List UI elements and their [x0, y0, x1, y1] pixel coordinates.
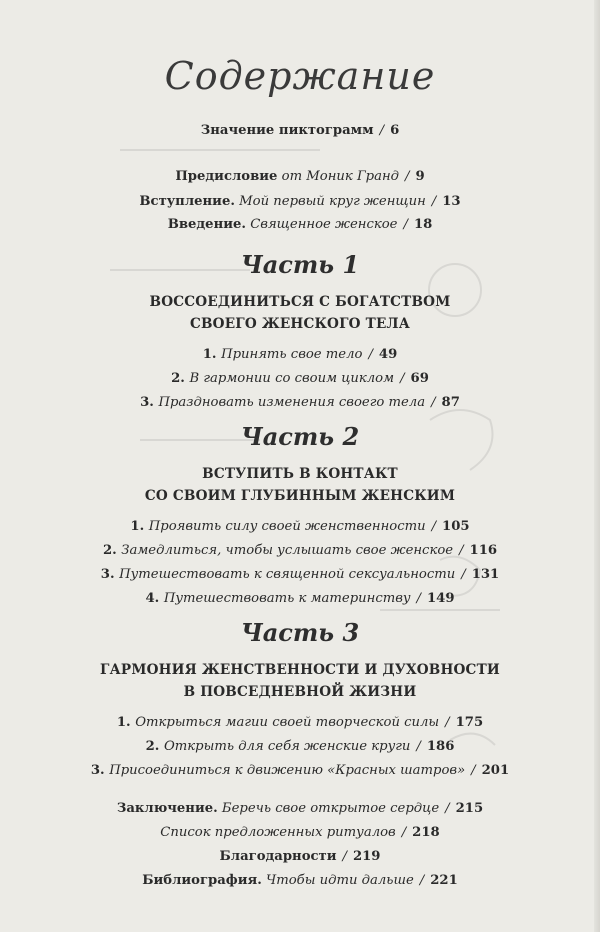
- separator: /: [431, 519, 437, 534]
- entry-title: Значение пиктограмм: [200, 123, 374, 138]
- page-number: 219: [352, 849, 381, 864]
- entry-subtitle: Мой первый круг женщин: [239, 194, 426, 209]
- page-number: 49: [378, 347, 398, 362]
- separator: /: [445, 801, 450, 816]
- page-number: 105: [442, 519, 470, 534]
- separator: /: [405, 169, 410, 184]
- part-title-line: СВОЕГО ЖЕНСКОГО ТЕЛА: [189, 316, 411, 332]
- separator: /: [403, 217, 408, 232]
- part-label: Часть 3: [240, 618, 360, 647]
- chapter-entry: [0, 566, 600, 584]
- chapter-number: 2.: [102, 543, 122, 558]
- separator: /: [459, 543, 464, 558]
- entry-subtitle: от Моник Гранд: [281, 169, 400, 184]
- entry-title: Предисловие: [175, 169, 278, 184]
- separator: /: [416, 591, 421, 606]
- page-number: 9: [415, 169, 425, 184]
- chapter-number: 1.: [130, 519, 149, 534]
- part-label: Часть 1: [240, 250, 360, 279]
- chapter-title: Проявить силу своей женственности: [148, 519, 426, 534]
- page-number: 13: [442, 194, 461, 209]
- chapter-title: Открыть для себя женские круги: [163, 739, 411, 754]
- toc-entry: [0, 848, 600, 866]
- toc-entry: [0, 824, 600, 842]
- page-number: 149: [426, 591, 455, 606]
- toc-entry: [0, 168, 600, 186]
- page-number: 215: [455, 801, 484, 816]
- chapter-number: 3.: [100, 567, 120, 582]
- entry-title: Заключение.: [116, 801, 218, 816]
- separator: /: [471, 763, 476, 778]
- page-number: 116: [469, 543, 498, 558]
- part-title-line: ВСТУПИТЬ В КОНТАКТ: [202, 466, 398, 482]
- chapter-number: 3.: [90, 763, 110, 778]
- chapter-title: Замедлиться, чтобы услышать свое женское: [121, 543, 454, 558]
- page-number: 186: [426, 739, 455, 754]
- chapter-entry: [0, 542, 600, 560]
- chapter-title: Праздновать изменения своего тела: [158, 395, 426, 410]
- toc-entry: [0, 216, 600, 234]
- separator: /: [368, 347, 373, 362]
- chapter-entry: [0, 346, 600, 364]
- chapter-number: 3.: [140, 395, 159, 410]
- page-number: 131: [471, 567, 500, 582]
- entry-title: Введение.: [167, 217, 246, 232]
- chapter-title: Принять свое тело: [221, 347, 363, 362]
- separator: /: [401, 825, 407, 840]
- chapter-number: 2.: [145, 739, 164, 754]
- page-number: 6: [390, 123, 400, 138]
- entry-title: Вступление.: [139, 194, 235, 209]
- separator: /: [431, 194, 437, 209]
- part-title-line: В ПОВСЕДНЕВНОЙ ЖИЗНИ: [183, 684, 417, 700]
- chapter-entry: [0, 714, 600, 732]
- page-number: 18: [413, 217, 433, 232]
- toc-entry: [0, 872, 600, 890]
- entry-subtitle: Священное женское: [250, 217, 398, 232]
- part-label: Часть 2: [240, 422, 360, 451]
- entry-title: Благодарности: [219, 849, 337, 864]
- page-number: 221: [430, 873, 458, 888]
- chapter-number: 1.: [116, 715, 136, 730]
- separator: /: [445, 715, 450, 730]
- separator: /: [419, 873, 425, 888]
- chapter-number: 1.: [202, 347, 222, 362]
- toc-entry: [0, 193, 600, 211]
- chapter-number: 2.: [171, 371, 190, 386]
- chapter-title: Путешествовать к материнству: [163, 591, 411, 606]
- separator: /: [342, 849, 347, 864]
- part-title-line: СО СВОИМ ГЛУБИННЫМ ЖЕНСКИМ: [144, 488, 456, 504]
- chapter-entry: [0, 518, 600, 536]
- page-number: 69: [410, 371, 429, 386]
- toc-entry: [0, 122, 600, 140]
- toc-entry: [0, 800, 600, 818]
- chapter-entry: [0, 762, 600, 780]
- separator: /: [400, 371, 405, 386]
- page-number: 218: [412, 825, 440, 840]
- chapter-number: 4.: [145, 591, 164, 606]
- page-title: Содержание: [164, 54, 436, 98]
- chapter-entry: [0, 394, 600, 412]
- entry-subtitle: Список предложенных ритуалов: [160, 825, 396, 840]
- separator: /: [379, 123, 385, 138]
- separator: /: [431, 395, 436, 410]
- chapter-entry: [0, 590, 600, 608]
- chapter-entry: [0, 738, 600, 756]
- entry-title: Библиография.: [142, 873, 262, 888]
- separator: /: [416, 739, 421, 754]
- page-number: 175: [455, 715, 484, 730]
- part-title-line: ВОССОЕДИНИТЬСЯ С БОГАТСТВОМ: [149, 294, 451, 310]
- separator: /: [461, 567, 466, 582]
- entry-subtitle: Чтобы идти дальше: [266, 873, 414, 888]
- chapter-title: Путешествовать к священной сексуальности: [119, 567, 456, 582]
- entry-subtitle: Беречь свое открытое сердце: [221, 801, 440, 816]
- part-title-line: ГАРМОНИЯ ЖЕНСТВЕННОСТИ И ДУХОВНОСТИ: [100, 662, 500, 678]
- chapter-title: Присоединиться к движению «Красных шатров»: [109, 763, 466, 778]
- chapter-title: Открыться магии своей творческой силы: [135, 715, 440, 730]
- page-number: 201: [481, 763, 510, 778]
- page-number: 87: [441, 395, 460, 410]
- chapter-entry: [0, 370, 600, 388]
- chapter-title: В гармонии со своим циклом: [189, 371, 395, 386]
